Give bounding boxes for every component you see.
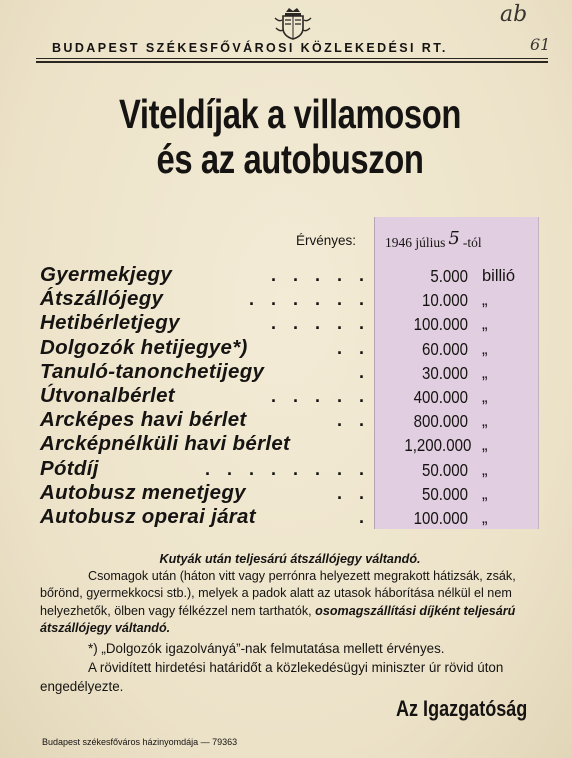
fare-row	[40, 481, 540, 505]
fare-table	[40, 263, 540, 529]
fare-name: Pótdíj	[40, 456, 99, 480]
luggage-emphasis: osomagszállítási díjként teljesárú átszállójegy váltandó.	[40, 603, 516, 635]
fare-name: Dolgozók hetijegye*)	[40, 335, 248, 359]
fare-price: 50.000	[421, 483, 468, 504]
leader-dots: . . . . .	[270, 385, 370, 406]
fare-name: Hetibérletjegy	[40, 311, 180, 335]
fare-name: Autobusz operai járat	[40, 504, 256, 528]
fare-price: 60.000	[421, 338, 468, 359]
company-name: BUDAPEST SZÉKESFŐVÁROSI KÖZLEKEDÉSI RT.	[52, 41, 448, 55]
handwritten-mark-2: 61	[530, 35, 551, 54]
validity-date-day: 5	[448, 228, 460, 249]
fare-unit: „	[482, 412, 488, 431]
fare-unit: „	[482, 508, 488, 527]
leader-dots: . . . . . .	[248, 289, 370, 310]
fare-unit: „	[482, 436, 488, 455]
fare-row	[40, 432, 540, 456]
notes-section	[40, 551, 540, 696]
fare-row	[40, 311, 540, 335]
signature: Az Igazgatóság	[396, 696, 528, 721]
fare-price: 800.000	[413, 411, 468, 432]
fare-name: Útvonalbérlet	[40, 383, 175, 407]
fare-price: 30.000	[421, 362, 468, 383]
fare-unit: „	[482, 484, 488, 503]
fare-row	[40, 263, 540, 287]
fare-price: 5.000	[430, 266, 468, 286]
fare-price: 10.000	[421, 290, 468, 311]
printer-imprint: Budapest székesfőváros házinyomdája — 79363	[42, 737, 238, 747]
title-line-1: Viteldíjak a villamoson	[118, 91, 462, 137]
fare-row	[40, 384, 540, 408]
leader-dots: .	[358, 361, 370, 382]
leader-dots: . . . . .	[270, 265, 370, 285]
fare-unit: billió	[482, 267, 516, 285]
fare-row	[40, 408, 540, 432]
coat-of-arms-emblem	[272, 6, 314, 40]
validity-date	[385, 228, 535, 252]
fare-name: Arcképnélküli havi bérlet	[40, 432, 291, 456]
fare-name: Arcképes havi bérlet	[40, 408, 247, 432]
fare-unit: „	[482, 339, 488, 358]
fare-name: Átszállójegy	[40, 287, 164, 311]
fare-name: Autobusz menetjegy	[40, 480, 246, 504]
fare-row	[40, 287, 540, 311]
luggage-text: Csomagok után (háton vitt vagy perrónra helyezett megrakott hátizsák, zsák, bőrönd, gyermekkocsi stb.), melyek a padok alatt az utasok háborítása nélkül el nem helyezhetők, ölben vagy félkézzel nem tarthatók,	[40, 569, 516, 618]
fare-row	[40, 505, 540, 529]
fare-unit: „	[482, 460, 488, 479]
leader-dots: . . . . .	[270, 313, 370, 334]
fare-row	[40, 336, 540, 360]
fare-unit: „	[482, 291, 488, 310]
luggage-note	[40, 568, 540, 637]
leader-dots: . .	[336, 337, 370, 358]
fare-unit: „	[482, 363, 488, 382]
leader-dots: .	[358, 506, 370, 527]
fare-price: 400.000	[413, 386, 468, 407]
leader-dots: . .	[336, 410, 370, 431]
fare-name: Tanuló-tanonchetijegy	[40, 359, 265, 383]
leader-dots: . .	[336, 482, 370, 503]
fare-price: 50.000	[421, 459, 468, 480]
fare-unit: „	[482, 315, 488, 334]
validity-label: Érvényes:	[296, 233, 357, 248]
dog-note: Kutyák után teljesárú átszállójegy váltandó.	[159, 552, 421, 566]
validity-date-prefix: 1946 július	[385, 235, 446, 250]
handwritten-mark-1: ab	[500, 2, 528, 27]
title-line-2: és az autobuszon	[156, 136, 424, 182]
footnote: *) „Dolgozók igazolványá”-nak felmutatása mellett érvényes.	[88, 641, 445, 657]
fare-row	[40, 457, 540, 481]
fare-unit: „	[482, 387, 488, 406]
poster-title	[90, 92, 490, 182]
handwritten-annotation	[500, 0, 566, 80]
fare-price: 1,200.000	[404, 435, 472, 456]
fare-price: 100.000	[413, 507, 468, 528]
leader-dots: . . . . . . . .	[204, 458, 370, 479]
fare-price: 100.000	[413, 314, 468, 335]
fare-name: Gyermekjegy	[40, 263, 173, 286]
ministry-note: A rövidített hirdetési határidőt a közlekedésügyi miniszter úr rövid úton engedélyezte.	[40, 660, 504, 695]
validity-date-suffix: -tól	[462, 235, 482, 250]
fare-row	[40, 360, 540, 384]
header-rule	[36, 58, 548, 63]
